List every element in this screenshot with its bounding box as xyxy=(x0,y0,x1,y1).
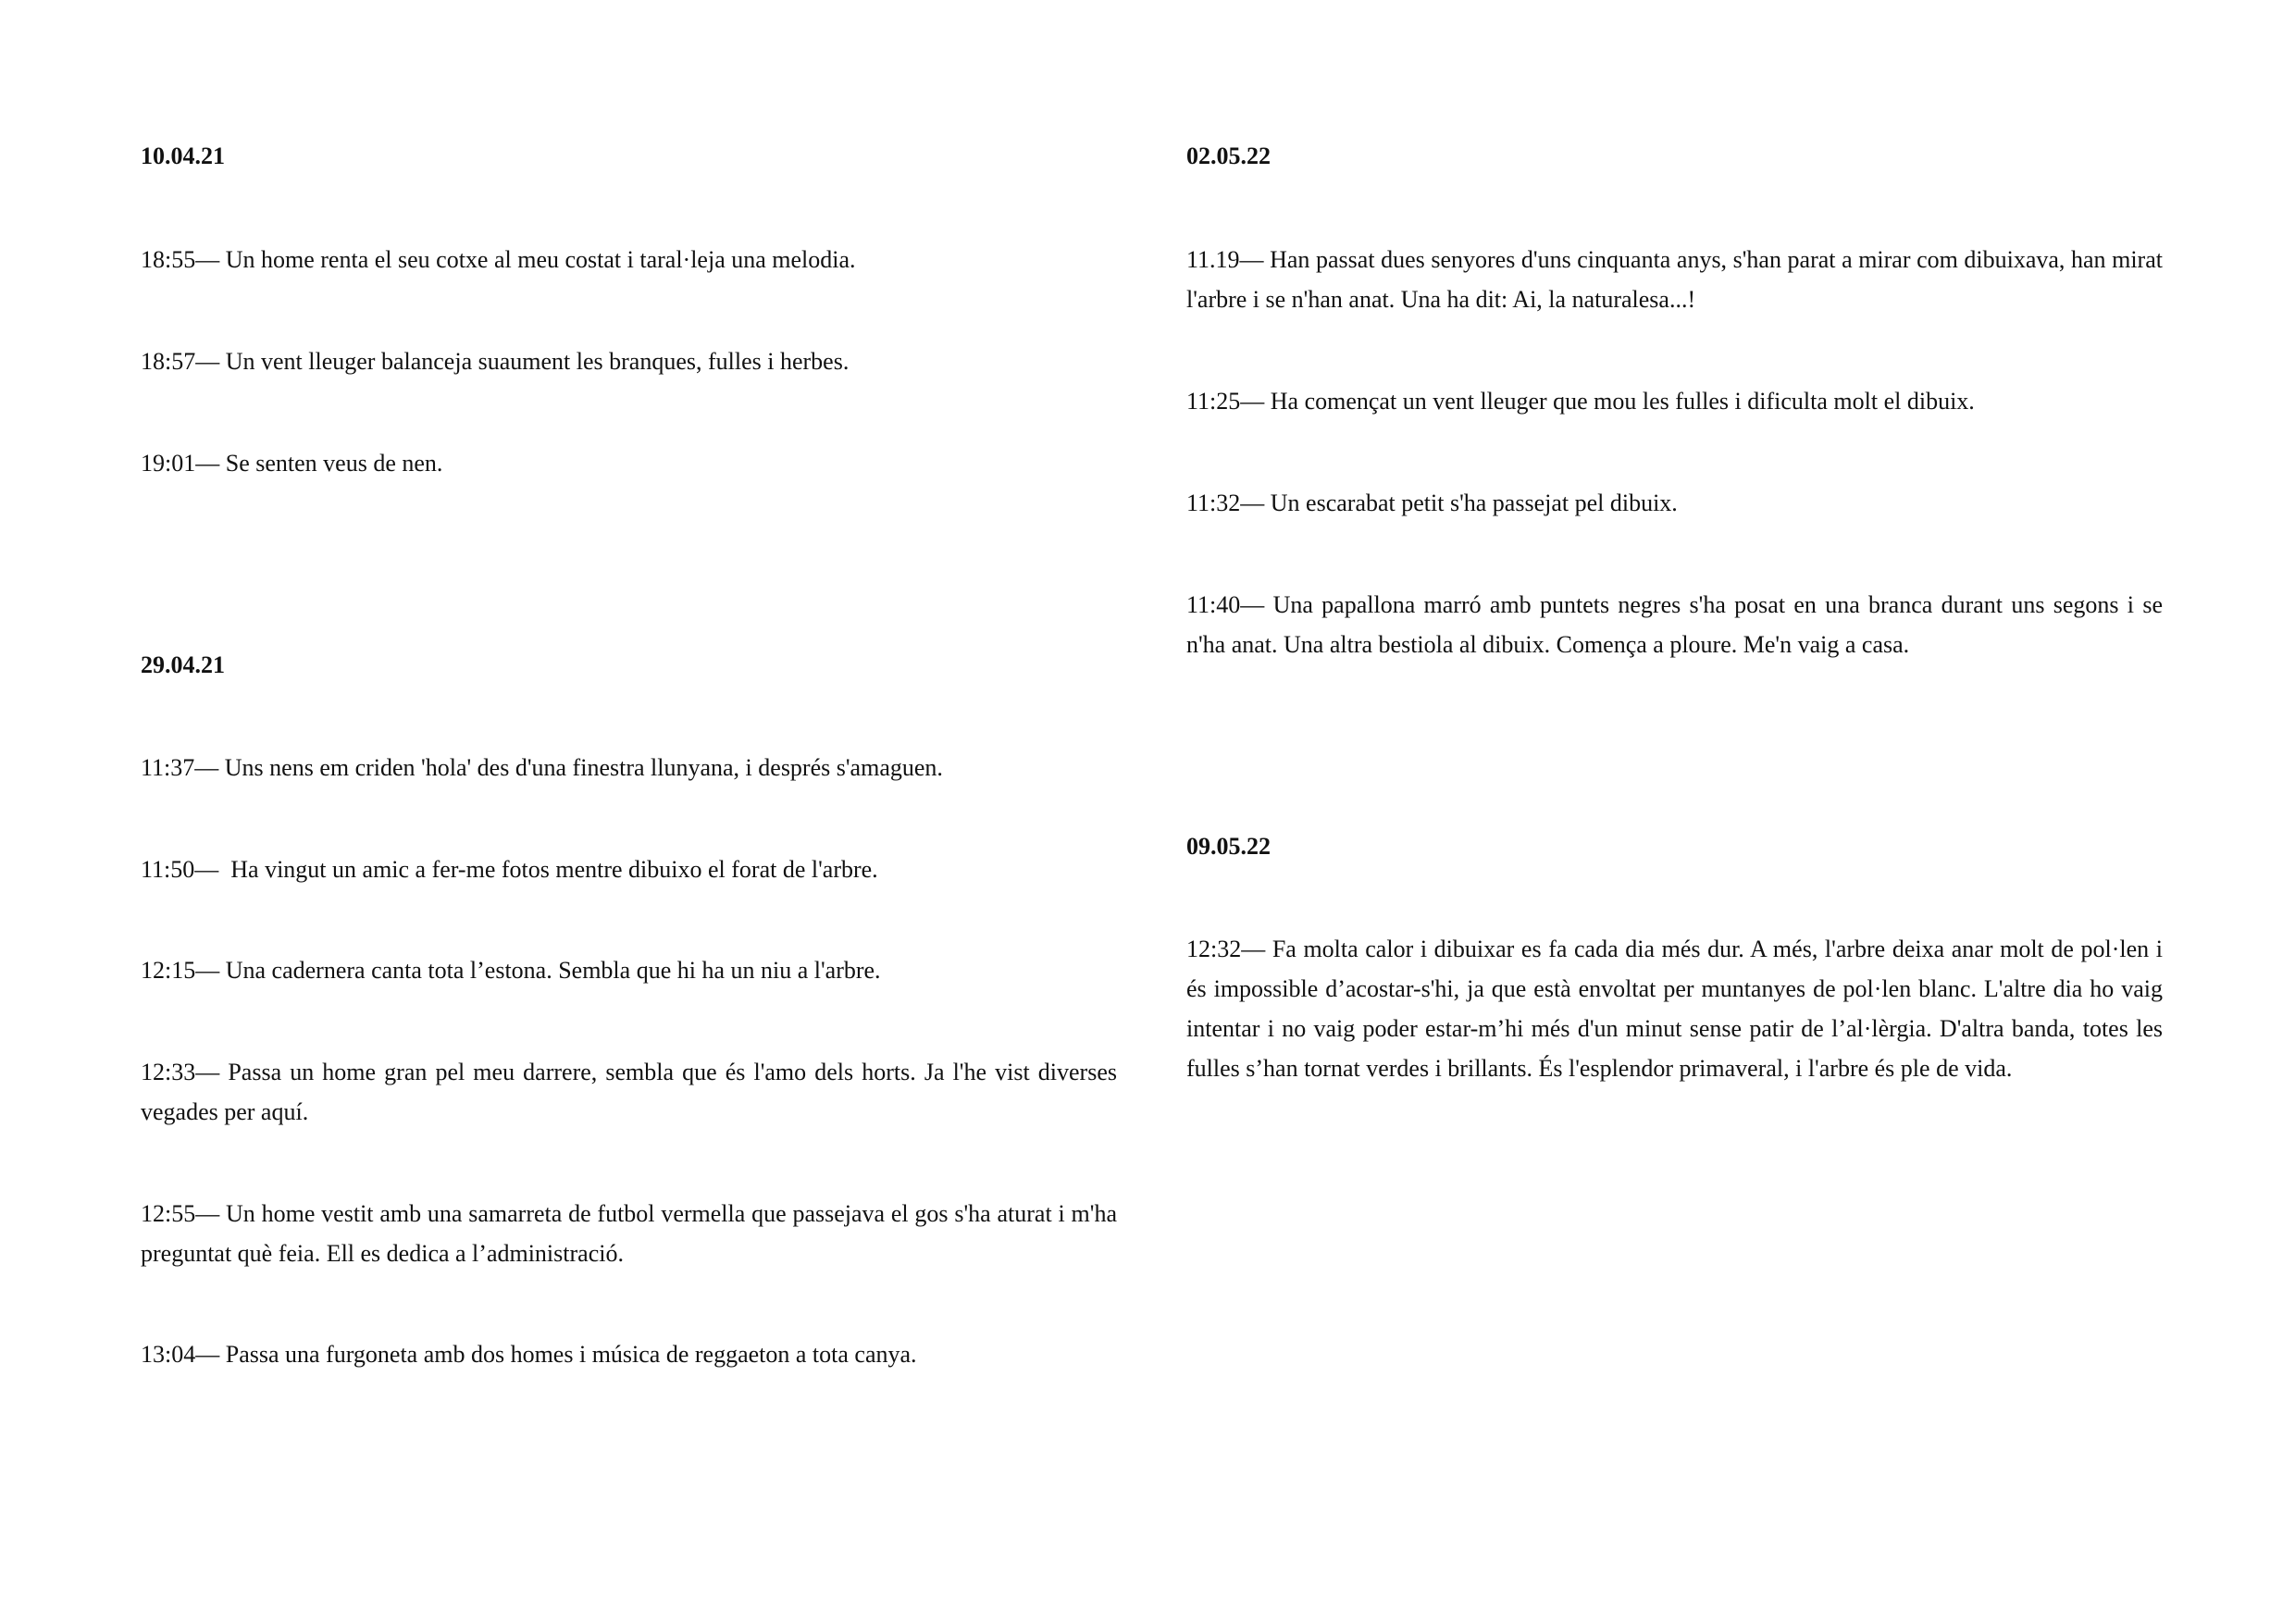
entry-text: Han passat dues senyores d'uns cinquanta anys, s'han parat a mirar com dibuixava, han mirat l'arbre i se n'han anat. Una ha dit: Ai, la naturalesa...! xyxy=(1186,246,2163,313)
entry-text: Passa un home gran pel meu darrere, sembla que és l'amo dels horts. Ja l'he vist diverses vegades per aquí. xyxy=(141,1059,1117,1125)
entry-text: Un home renta el seu cotxe al meu costat i taral·leja una melodia. xyxy=(225,246,856,273)
entry-time: 11.19— xyxy=(1186,246,1271,273)
entry-time: 18:55— xyxy=(141,246,226,273)
entry-time: 12:55— xyxy=(141,1200,227,1227)
log-entry xyxy=(141,341,1117,381)
entry-text: Un vent lleuger balanceja suaument les branques, fulles i herbes. xyxy=(225,348,850,375)
entry-text: Passa una furgoneta amb dos homes i música de reggaeton a tota canya. xyxy=(225,1341,917,1368)
entry-time: 11:25— xyxy=(1186,388,1271,415)
log-entry xyxy=(141,748,1117,787)
entry-time: 12:33— xyxy=(141,1059,229,1085)
log-entry xyxy=(1186,240,2163,319)
entry-time: 13:04— xyxy=(141,1341,226,1368)
log-entry xyxy=(1186,585,2163,664)
log-entry xyxy=(1186,483,2163,523)
entry-text: Uns nens em criden 'hola' des d'una finestra llunyana, i després s'amaguen. xyxy=(224,754,943,781)
entry-text: Un escarabat petit s'ha passejat pel dibuix. xyxy=(1270,490,1678,516)
entry-time: 19:01— xyxy=(141,450,226,477)
entry-time: 11:37— xyxy=(141,754,225,781)
section-date: 10.04.21 xyxy=(141,143,225,169)
entry-text: Ha vingut un amic a fer-me fotos mentre dibuixo el forat de l'arbre. xyxy=(230,856,878,883)
entry-text: Ha començat un vent lleuger que mou les fulles i dificulta molt el dibuix. xyxy=(1270,388,1975,415)
log-entry xyxy=(1186,381,2163,421)
entry-text: Fa molta calor i dibuixar es fa cada dia més dur. A més, l'arbre deixa anar molt de pol·len i és impossible d’acostar-s'hi, ja que està envoltat per muntanyes de pol·len blanc. L'altre dia ho vaig intentar i no vaig poder estar-m’hi més d'un minut sense patir de l’al·lèrgia. D'altra banda, totes les fulles s’han tornat verdes i brillants. És l'esplendor primaveral, i l'arbre és ple de vida. xyxy=(1186,936,2163,1082)
log-entry xyxy=(141,1052,1117,1132)
entry-text: Un home vestit amb una samarreta de futbol vermella que passejava el gos s'ha aturat i m'ha preguntat què feia. Ell es dedica a l’administració. xyxy=(141,1200,1117,1267)
section-date: 02.05.22 xyxy=(1186,143,1271,169)
entry-text: Una cadernera canta tota l’estona. Sembla que hi ha un niu a l'arbre. xyxy=(225,957,881,984)
log-entry xyxy=(1186,929,2163,1088)
entry-text: Se senten veus de nen. xyxy=(225,450,443,477)
entry-time: 12:15— xyxy=(141,957,226,984)
log-entry xyxy=(141,240,1117,279)
log-entry xyxy=(141,1334,1117,1374)
entry-time: 11:32— xyxy=(1186,490,1271,516)
log-entry xyxy=(141,443,1117,483)
entry-time: 18:57— xyxy=(141,348,226,375)
entry-time: 11:50— xyxy=(141,856,231,883)
log-entry xyxy=(141,1194,1117,1273)
entry-time: 11:40— xyxy=(1186,591,1273,618)
section-date: 09.05.22 xyxy=(1186,833,1271,860)
log-entry xyxy=(141,849,1117,889)
log-entry xyxy=(141,950,1117,990)
section-date: 29.04.21 xyxy=(141,651,225,678)
entry-time: 12:32— xyxy=(1186,936,1272,962)
entry-text: Una papallona marró amb puntets negres s'ha posat en una branca durant uns segons i se n'ha anat. Una altra bestiola al dibuix. Comença a ploure. Me'n vaig a casa. xyxy=(1186,591,2163,658)
